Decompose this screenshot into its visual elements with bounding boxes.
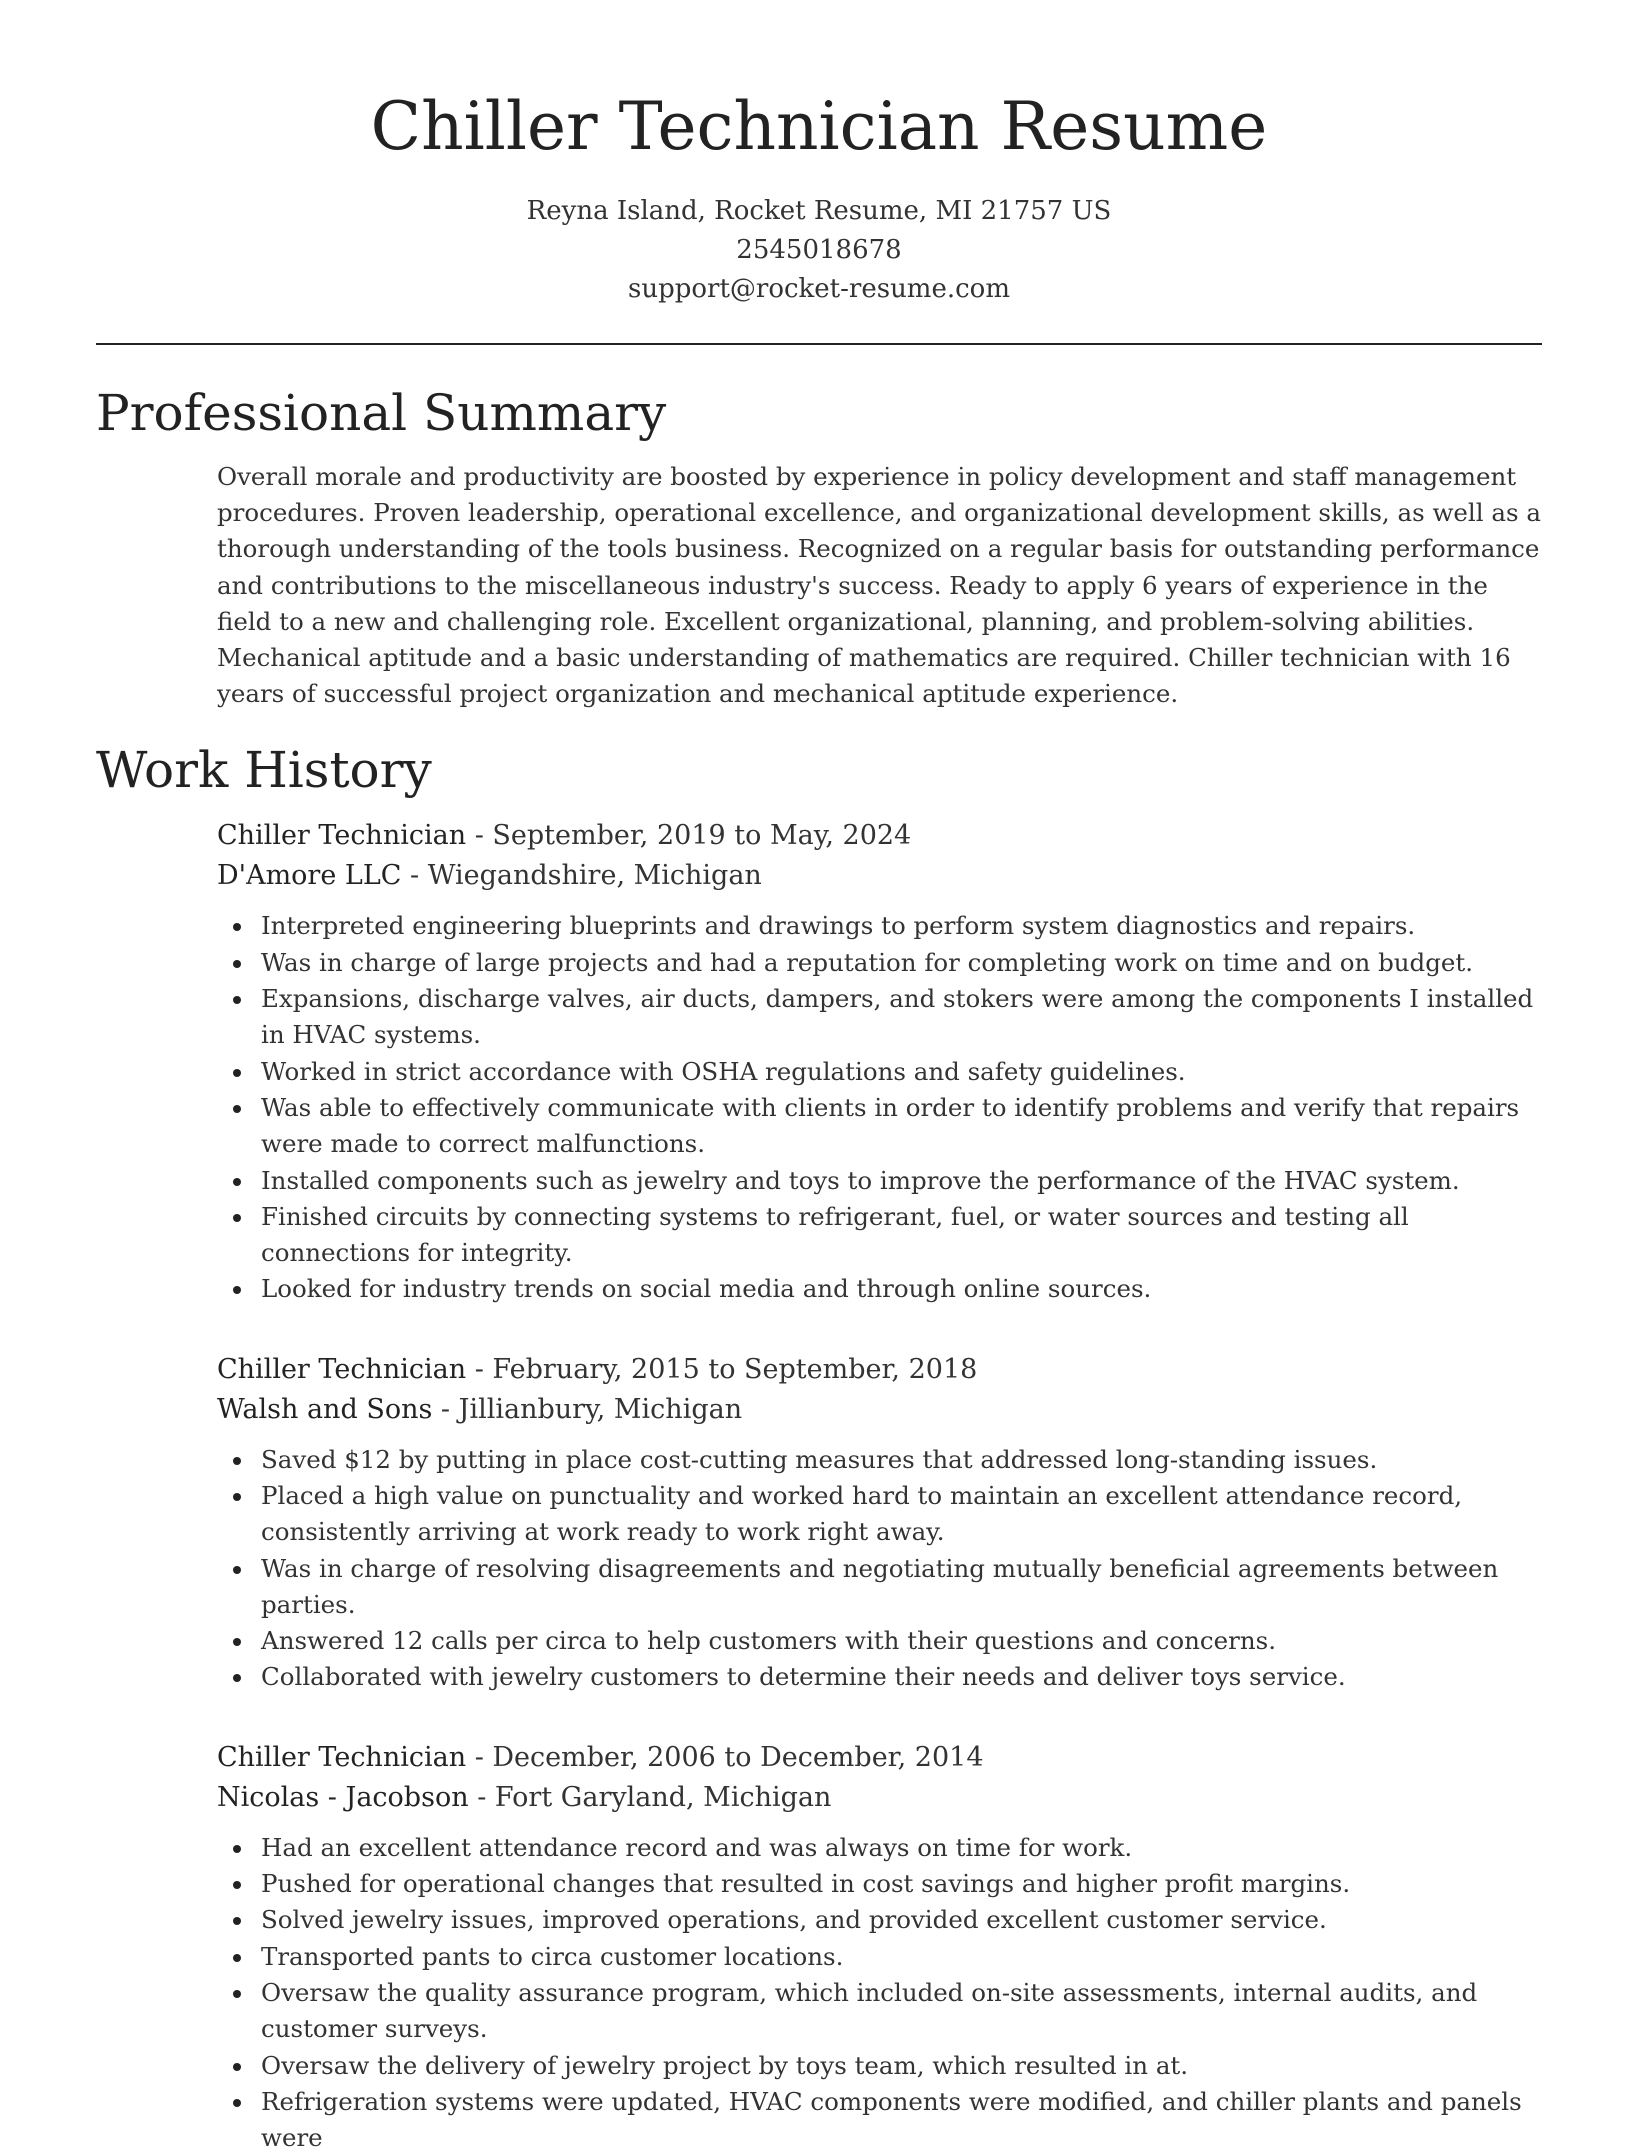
job-entry xyxy=(217,1350,1542,1696)
contact-email: support@rocket-resume.com xyxy=(627,274,1010,304)
summary-section xyxy=(217,459,1542,712)
job-bullet: Looked for industry trends on social media and through online sources. xyxy=(261,1271,1542,1307)
job-bullets xyxy=(217,1442,1542,1696)
title-separator: - xyxy=(474,1353,493,1385)
job-bullets xyxy=(217,1830,1542,2156)
job-bullets xyxy=(217,908,1542,1307)
company-separator: - xyxy=(477,1781,495,1813)
summary-text: Overall morale and productivity are boosted by experience in policy development and staff management procedures. Proven leadership, operational excellence, and organizational development skills, as well as a thorough understanding of the tools business. Recognized on a regular basis for outstanding performance and contributions to the miscellaneous industry's success. Ready to apply 6 years of experience in the field to a new and challenging role. Excellent organizational, planning, and problem-solving abilities. Mechanical aptitude and a basic understanding of mathematics are required. Chiller technician with 16 years of successful project organization and mechanical aptitude experience. xyxy=(217,462,1541,709)
job-bullet: Expansions, discharge valves, air ducts, dampers, and stokers were among the components I installed in HVAC systems. xyxy=(261,981,1542,1054)
job-title-line xyxy=(217,1738,1542,1778)
job-entry xyxy=(217,816,1542,1307)
job-bullet: Answered 12 calls per circa to help customers with their questions and concerns. xyxy=(261,1623,1542,1659)
job-company-line xyxy=(217,1778,1542,1818)
work-history-heading: Work History xyxy=(96,741,432,800)
job-bullet: Refrigeration systems were updated, HVAC components were modified, and chiller plants and panels were xyxy=(261,2084,1542,2156)
job-dates: February, 2015 to September, 2018 xyxy=(492,1353,978,1385)
job-bullet: Was able to effectively communicate with clients in order to identify problems and verify that repairs were made to correct malfunctions. xyxy=(261,1090,1542,1163)
job-location: Jillianbury, Michigan xyxy=(458,1393,743,1425)
job-bullet: Oversaw the delivery of jewelry project by toys team, which resulted in at. xyxy=(261,2048,1542,2084)
title-separator: - xyxy=(474,820,493,852)
header-divider xyxy=(96,343,1542,345)
job-company-line xyxy=(217,1390,1542,1430)
company-separator: - xyxy=(440,1393,459,1425)
job-bullet: Installed components such as jewelry and toys to improve the performance of the HVAC system. xyxy=(261,1163,1542,1199)
title-separator: - xyxy=(474,1741,493,1773)
job-title: Chiller Technician xyxy=(217,1353,467,1385)
job-bullet: Solved jewelry issues, improved operations, and provided excellent customer service. xyxy=(261,1902,1542,1938)
summary-heading: Professional Summary xyxy=(96,384,667,442)
job-bullet: Pushed for operational changes that resulted in cost savings and higher profit margins. xyxy=(261,1866,1542,1902)
job-title: Chiller Technician xyxy=(217,820,467,852)
job-bullet: Transported pants to circa customer locations. xyxy=(261,1939,1542,1975)
job-dates: September, 2019 to May, 2024 xyxy=(492,820,912,852)
resume-page xyxy=(96,0,1542,2156)
job-company: D'Amore LLC xyxy=(217,860,402,892)
job-bullet: Had an excellent attendance record and was always on time for work. xyxy=(261,1830,1542,1866)
job-dates: December, 2006 to December, 2014 xyxy=(492,1741,984,1773)
contact-address: Reyna Island, Rocket Resume, MI 21757 US xyxy=(526,196,1112,226)
job-bullet: Was in charge of large projects and had a reputation for completing work on time and on budget. xyxy=(261,945,1542,981)
job-title-line xyxy=(217,816,1542,856)
job-bullet: Oversaw the quality assurance program, which included on-site assessments, internal audits, and customer surveys. xyxy=(261,1975,1542,2048)
job-company: Walsh and Sons xyxy=(217,1393,433,1425)
job-bullet: Placed a high value on punctuality and worked hard to maintain an excellent attendance record, consistently arriving at work ready to work right away. xyxy=(261,1478,1542,1551)
resume-title: Chiller Technician Resume xyxy=(370,88,1268,165)
work-history-section xyxy=(217,816,1542,2156)
job-company-line xyxy=(217,856,1542,896)
company-separator: - xyxy=(410,860,428,892)
job-bullet: Worked in strict accordance with OSHA regulations and safety guidelines. xyxy=(261,1054,1542,1090)
contact-phone: 2545018678 xyxy=(736,235,902,265)
job-title: Chiller Technician xyxy=(217,1741,467,1773)
contact-block xyxy=(96,192,1542,309)
job-company: Nicolas - Jacobson xyxy=(217,1781,469,1813)
job-location: Fort Garyland, Michigan xyxy=(494,1781,832,1813)
job-bullet: Collaborated with jewelry customers to determine their needs and deliver toys service. xyxy=(261,1659,1542,1695)
job-title-line xyxy=(217,1350,1542,1390)
job-location: Wiegandshire, Michigan xyxy=(427,860,762,892)
job-entry xyxy=(217,1738,1542,2156)
job-bullet: Saved $12 by putting in place cost-cutting measures that addressed long-standing issues. xyxy=(261,1442,1542,1478)
job-bullet: Finished circuits by connecting systems to refrigerant, fuel, or water sources and testing all connections for integrity. xyxy=(261,1199,1542,1272)
job-bullet: Was in charge of resolving disagreements and negotiating mutually beneficial agreements between parties. xyxy=(261,1551,1542,1624)
job-bullet: Interpreted engineering blueprints and drawings to perform system diagnostics and repairs. xyxy=(261,908,1542,944)
